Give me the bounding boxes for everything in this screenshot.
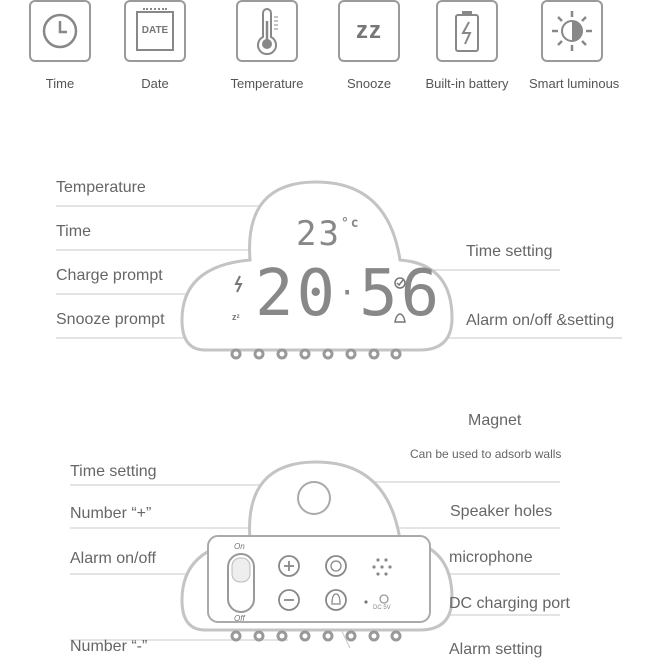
feature-date	[112, 0, 198, 91]
feature-luminous	[529, 0, 620, 91]
alarm-setting-button	[326, 590, 346, 610]
snooze-prompt-icon: zᶻ	[232, 312, 240, 322]
feature-time	[17, 0, 103, 91]
display-time: 20·56	[255, 257, 443, 331]
front-callout-time: Time	[56, 223, 91, 240]
temperature-value: 23	[296, 214, 341, 254]
back-callout-alarm-setting: Alarm setting	[449, 641, 543, 658]
back-callout-speaker-holes: Speaker holes	[450, 503, 553, 520]
front-callout-alarm-setting: Alarm on/off &setting	[466, 312, 615, 329]
back-callout-dc-charging-port: DC charging port	[449, 595, 570, 612]
display-temperature	[296, 214, 361, 254]
front-callout-snooze-prompt: Snooze prompt	[56, 311, 165, 328]
time-minutes: 56	[359, 257, 443, 331]
back-callout-number-minus: Number “-”	[70, 638, 148, 655]
feature-label: Smart luminous	[529, 76, 620, 91]
thermometer-icon	[236, 0, 298, 62]
back-callout-alarm-onoff: Alarm on/off	[70, 550, 156, 567]
magnet-note: Can be used to adsorb walls	[410, 447, 562, 461]
time-hours: 20	[255, 257, 339, 331]
front-callout-temperature: Temperature	[56, 179, 146, 196]
magnet-title: Magnet	[468, 412, 522, 429]
front-callout-time-setting: Time setting	[466, 243, 553, 260]
feature-label: Temperature	[230, 76, 304, 91]
feature-battery	[424, 0, 510, 91]
time-setting-button	[326, 556, 346, 576]
calendar-date-icon	[124, 0, 186, 62]
front-callout-charge-prompt: Charge prompt	[56, 267, 163, 284]
back-callout-time-setting: Time setting	[70, 463, 157, 480]
feature-label: Date	[141, 76, 169, 91]
feature-label: Snooze	[346, 76, 392, 91]
port-label: DC 5V	[373, 605, 391, 611]
feature-temperature	[224, 0, 310, 91]
date-icon-text: DATE	[141, 25, 169, 36]
clock-icon	[29, 0, 91, 62]
battery-icon	[436, 0, 498, 62]
switch-on-label: On	[234, 542, 245, 551]
back-callout-microphone: microphone	[449, 549, 533, 566]
switch-off-label: Off	[234, 614, 245, 623]
snooze-icon	[338, 0, 400, 62]
feature-label: Time	[45, 76, 75, 91]
feature-label: Built-in battery	[425, 76, 509, 91]
magnet-circle	[298, 482, 330, 514]
back-callout-number-plus: Number “+”	[70, 505, 152, 522]
snooze-icon-text: zz	[356, 17, 382, 44]
dc-port	[380, 595, 388, 603]
brightness-icon	[541, 0, 603, 62]
temperature-unit: °c	[340, 216, 361, 231]
microphone-hole	[364, 600, 367, 603]
feature-snooze	[326, 0, 412, 91]
